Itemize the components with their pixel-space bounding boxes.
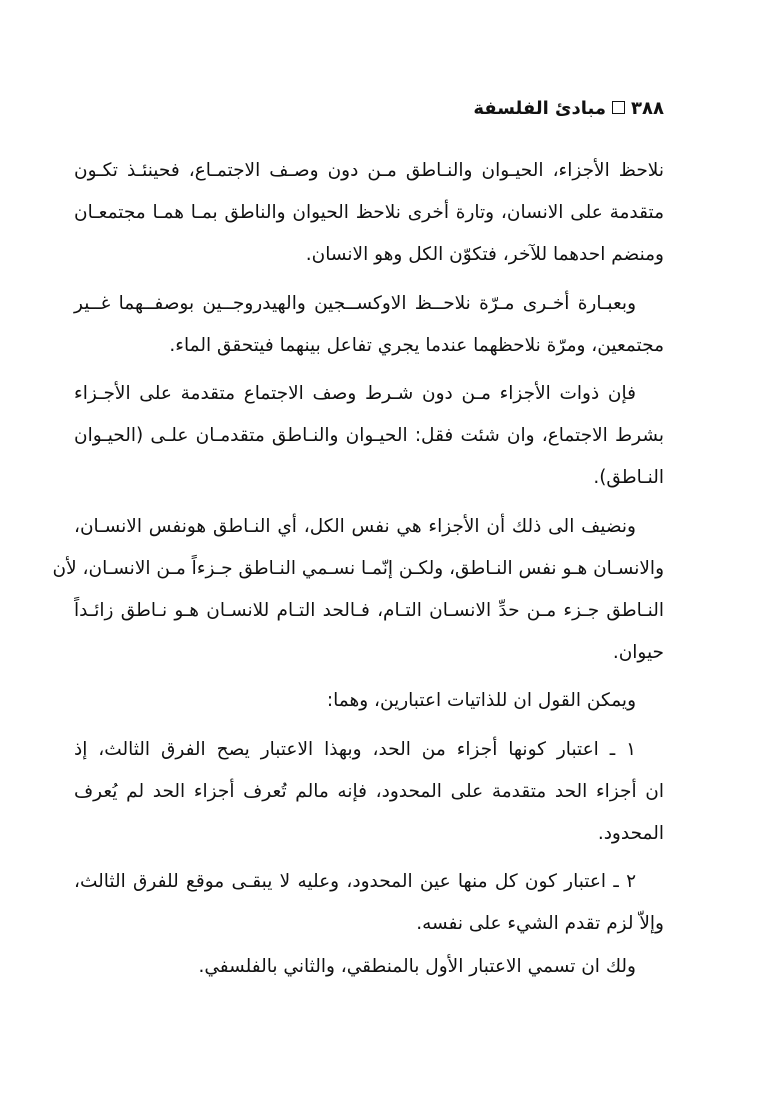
text-line: والانسـان هـو نفس النـاطق، ولكـن إنّمـا نسـمي النـاطق جـزءاً مـن الانسـان، لأن: [52, 557, 664, 579]
text-line: حيوان.: [612, 642, 664, 664]
text-line: نلاحظ الأجزاء، الحيـوان والنـاطق مـن دون وصـف الاجتمـاع، فحينئـذ تكـون: [74, 160, 664, 181]
text-line: ونضيف الى ذلك أن الأجزاء هي نفس الكل، أي النـاطق هونفس الانسـان،: [74, 515, 636, 537]
text-line: وبعبـارة أخـرى مـرّة نلاحــظ الاوكســجين والهيدروجــين بوصفــهما غــير: [74, 292, 636, 314]
paragraph-1: [74, 150, 664, 277]
book-title: مبادئ الفلسفة: [473, 98, 607, 119]
paragraph-5: [74, 680, 664, 722]
text-line: بشرط الاجتماع، وان شئت فقل: الحيـوان والنـاطق متقدمـان علـى (الحيـوان: [74, 425, 664, 447]
paragraph-4: [52, 506, 664, 675]
text-line: مجتمعين، ومرّة نلاحظهما عندما يجري تفاعل بينهما فيتحقق الماء.: [169, 334, 664, 356]
text-line: وإلاّ لزم تقدم الشيء على نفسه.: [416, 913, 664, 935]
page-number: ٣٨٨: [631, 98, 664, 119]
paragraph-6: [74, 729, 664, 856]
body-text: [52, 150, 664, 988]
text-line: متقدمة على الانسان، وتارة أخرى نلاحظ الحيوان والناطق بمـا همـا مجتمعـان: [74, 202, 664, 224]
text-line: ١ ـ اعتبار كونها أجزاء من الحد، وبهذا الاعتبار يصح الفرق الثالث، إذ: [74, 738, 636, 760]
text-line: ويمكن القول ان للذاتيات اعتبارين، وهما:: [326, 690, 636, 712]
paragraph-7: [74, 861, 664, 945]
paragraph-3: [74, 373, 664, 500]
paragraph-8: [74, 946, 664, 988]
text-line: ان أجزاء الحد متقدمة على المحدود، فإنه مالم تُعرف أجزاء الحد لم يُعرف: [74, 780, 664, 802]
paragraph-2: [74, 283, 664, 367]
text-line: فإن ذوات الأجزاء مـن دون شـرط وصف الاجتماع متقدمة على الأجـزاء: [74, 383, 636, 405]
running-header: [473, 96, 664, 122]
text-line: النـاطق جـزء مـن حدِّ الانسـان التـام، فـالحد التـام للانسـان هـو نـاطق زائـداً: [74, 600, 664, 622]
header-square-icon: [612, 101, 625, 114]
text-line: المحدود.: [597, 823, 664, 845]
text-line: ولك ان تسمي الاعتبار الأول بالمنطقي، والثاني بالفلسفي.: [198, 955, 636, 977]
text-line: ومنضم احدهما للآخر، فتكوّن الكل وهو الانسان.: [305, 244, 664, 266]
text-line: النـاطق).: [593, 467, 664, 489]
text-line: ٢ ـ اعتبار كون كل منها عين المحدود، وعليه لا يبقـى موقع للفرق الثالث،: [74, 871, 636, 893]
